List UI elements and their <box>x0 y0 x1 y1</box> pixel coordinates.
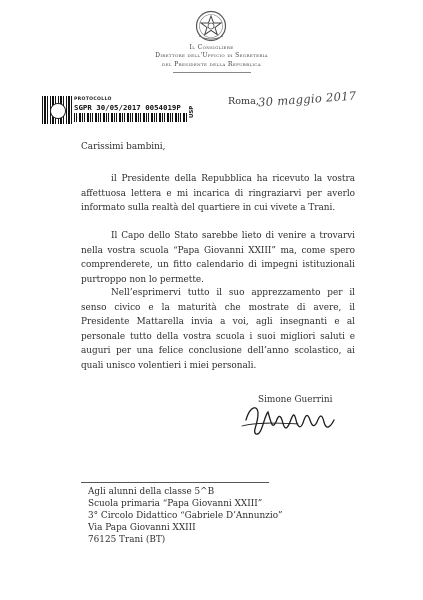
office-line: Il Consigliere <box>189 44 234 51</box>
place-label: Roma, <box>228 96 259 107</box>
address-line: 76125 Trani (BT) <box>88 534 166 545</box>
office-line: del Presidente della Repubblica <box>162 60 261 68</box>
office-line: Direttore dell'Ufficio di Segreteria <box>155 52 268 60</box>
body-paragraph: Nell’esprimervi tutto il suo apprezzamento per il senso civico e la maturità che mostrate di avere, il Presidente Mattarella invia a voi, agli insegnanti e al personale tutto della vostra scuola i suoi migliori saluti e auguri per una felice conclusione dell’anno scolastico, ai quali unisco volentieri i miei personali. <box>81 288 355 371</box>
office-header <box>100 44 323 73</box>
address-line: Scuola primaria “Papa Giovanni XXIII” <box>88 498 263 509</box>
body-paragraph: il Presidente della Repubblica ha ricevuto la vostra affettuosa lettera e mi incarica di ringraziarvi per averlo informato sulla realtà del quartiere in cui vivete a Trani. <box>81 174 355 214</box>
address-line: Via Papa Giovanni XXIII <box>88 522 196 533</box>
stamp-seal-icon <box>50 103 66 119</box>
stamp-code: SGPR 30/05/2017 0054019P <box>74 103 181 112</box>
address-divider <box>81 482 269 483</box>
recipient-address <box>88 487 283 547</box>
handwritten-signature <box>238 392 348 442</box>
office-rule <box>173 72 251 73</box>
address-line: 3° Circolo Didattico “Gabriele D’Annunzio” <box>88 510 283 521</box>
republic-emblem-icon <box>194 9 228 43</box>
stamp-label: PROTOCOLLO <box>74 97 112 102</box>
signatory-name: Simone Guerrini <box>258 395 333 405</box>
protocol-stamp <box>42 96 196 124</box>
address-line: Agli alunni della classe 5^B <box>88 487 215 497</box>
stamp-side-label: USP <box>189 105 195 118</box>
handwritten-date: 30 maggio 2017 <box>257 88 357 110</box>
stamp-barcode-strip <box>74 113 187 122</box>
body-paragraph: Il Capo dello Stato sarebbe lieto di venire a trovarvi nella vostra scuola “Papa Giovanni XXIII” ma, come spero comprenderete, un fitto calendario di impegni istituzionali purtroppo non lo permette. <box>81 231 355 285</box>
salutation: Carissimi bambini, <box>81 142 166 152</box>
